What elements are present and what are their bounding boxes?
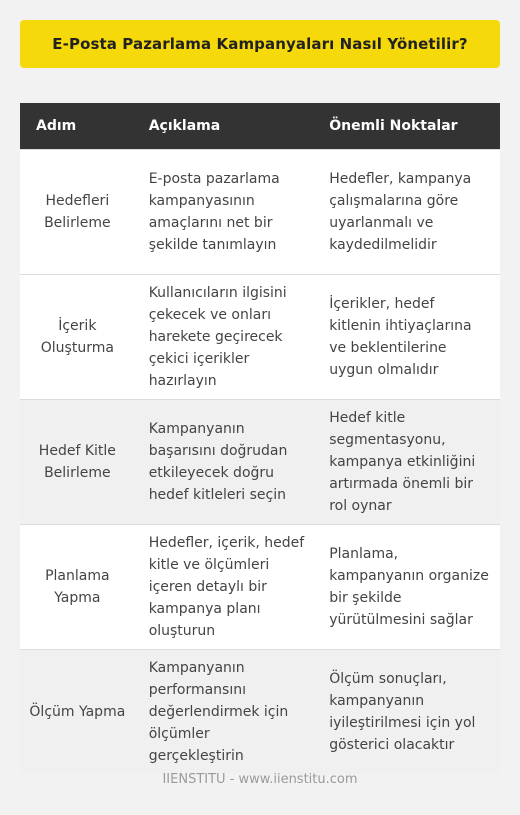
step-cell: Ölçüm Yapma — [20, 650, 135, 775]
page-title: E-Posta Pazarlama Kampanyaları Nasıl Yönetilir? — [52, 35, 468, 53]
table-row — [20, 400, 500, 525]
description-cell: Kampanyanın performansını değerlendirmek için ölçümler gerçekleştirin — [135, 650, 316, 775]
description-cell: Kullanıcıların ilgisini çekecek ve onları harekete geçirecek çekici içerikler hazırlayın — [135, 275, 316, 400]
key-points-cell: Hedef kitle segmentasyonu, kampanya etkinliğini artırmada önemli bir rol oynar — [315, 400, 500, 525]
step-cell: Hedefleri Belirleme — [20, 150, 135, 275]
header-step: Adım — [20, 103, 135, 150]
title-banner — [20, 20, 500, 68]
step-cell: Hedef Kitle Belirleme — [20, 400, 135, 525]
key-points-cell: Planlama, kampanyanın organize bir şekilde yürütülmesini sağlar — [315, 525, 500, 650]
description-cell: Kampanyanın başarısını doğrudan etkileyecek doğru hedef kitleleri seçin — [135, 400, 316, 525]
table-row — [20, 150, 500, 275]
header-description: Açıklama — [135, 103, 316, 150]
table-row — [20, 525, 500, 650]
table-row — [20, 275, 500, 400]
steps-table — [20, 103, 500, 774]
description-cell: E-posta pazarlama kampanyasının amaçlarını net bir şekilde tanımlayın — [135, 150, 316, 275]
key-points-cell: İçerikler, hedef kitlenin ihtiyaçlarına ve beklentilerine uygun olmalıdır — [315, 275, 500, 400]
description-cell: Hedefler, içerik, hedef kitle ve ölçümleri içeren detaylı bir kampanya planı oluşturun — [135, 525, 316, 650]
header-key-points: Önemli Noktalar — [315, 103, 500, 150]
key-points-cell: Ölçüm sonuçları, kampanyanın iyileştirilmesi için yol gösterici olacaktır — [315, 650, 500, 775]
step-cell: İçerik Oluşturma — [20, 275, 135, 400]
footer-credit: IIENSTITU - www.iienstitu.com — [162, 772, 358, 787]
key-points-cell: Hedefler, kampanya çalışmalarına göre uyarlanmalı ve kaydedilmelidir — [315, 150, 500, 275]
step-cell: Planlama Yapma — [20, 525, 135, 650]
table-row — [20, 650, 500, 775]
table-header-row — [20, 103, 500, 150]
